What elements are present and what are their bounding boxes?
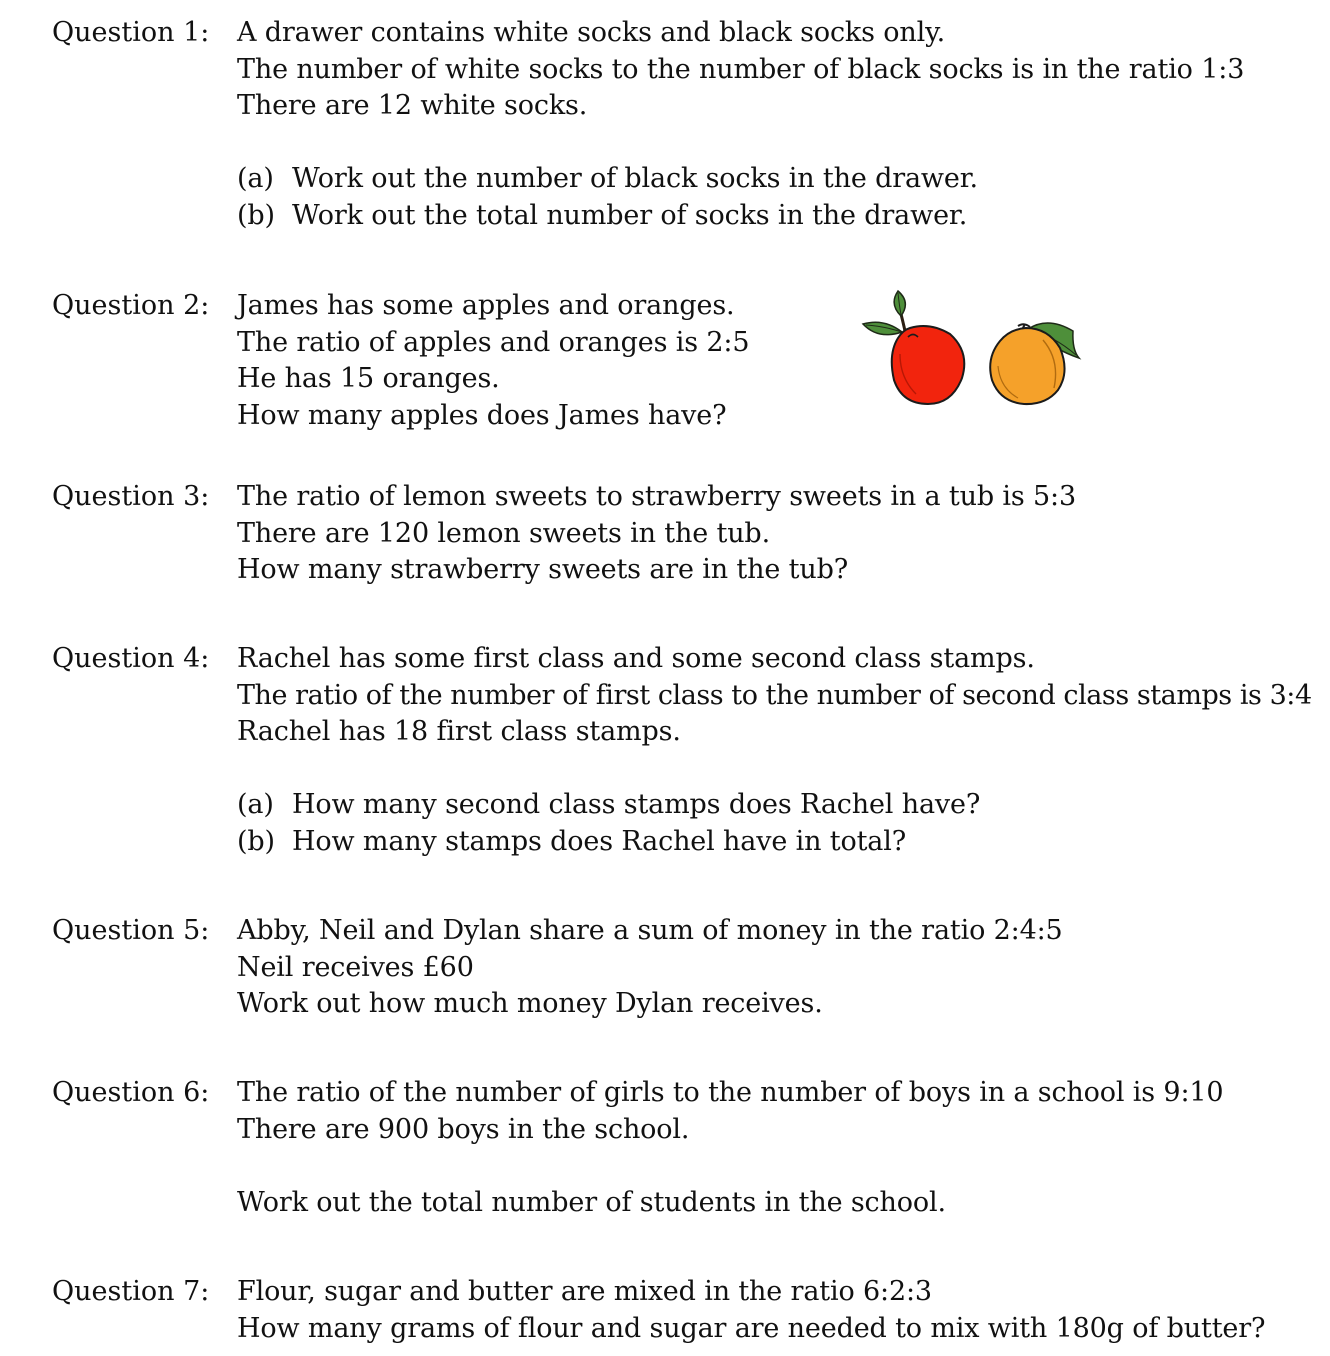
question-7-line-2: How many grams of flour and sugar are needed to mix with 180g of butter?: [237, 1312, 1266, 1344]
question-2-line-3: He has 15 oranges.: [237, 363, 500, 394]
question-5-line-1: Abby, Neil and Dylan share a sum of money in the ratio 2:4:5: [237, 915, 1063, 946]
question-6-line-2: There are 900 boys in the school.: [237, 1113, 690, 1145]
question-2-line-1: James has some apples and oranges.: [237, 290, 735, 321]
question-2-line-4: How many apples does James have?: [237, 399, 727, 431]
apple-icon: [863, 291, 964, 404]
question-4-part-a: [237, 787, 1312, 824]
question-6-label: Question 6:: [52, 1077, 210, 1108]
question-1-line-3: There are 12 white socks.: [237, 90, 588, 121]
orange-icon: [990, 323, 1079, 404]
question-1-body: [237, 15, 1244, 234]
question-2-body: [237, 288, 749, 434]
part-text: How many second class stamps does Rachel have?: [292, 789, 981, 820]
part-text: How many stamps does Rachel have in total?: [292, 825, 907, 857]
question-4-part-b: [237, 824, 1312, 861]
question-1-part-a: [237, 161, 1244, 198]
part-tag: (a): [237, 789, 274, 820]
question-5-line-2: Neil receives £60: [237, 951, 474, 983]
question-5-label: Question 5:: [52, 915, 210, 946]
question-7-line-1: Flour, sugar and butter are mixed in the ratio 6:2:3: [237, 1276, 932, 1307]
question-6-line-3: Work out the total number of students in the school.: [237, 1186, 946, 1218]
question-4-line-3: Rachel has 18 first class stamps.: [237, 716, 681, 747]
question-1-line-2: The number of white socks to the number of black socks is in the ratio 1:3: [237, 53, 1245, 85]
question-5-line-3: Work out how much money Dylan receives.: [237, 988, 823, 1019]
question-4-label: Question 4:: [52, 643, 210, 674]
question-4-body: [237, 641, 1312, 860]
question-4-line-1: Rachel has some first class and some second class stamps.: [237, 643, 1035, 674]
question-2-line-2: The ratio of apples and oranges is 2:5: [237, 326, 750, 358]
part-text: Work out the total number of socks in the drawer.: [292, 199, 968, 231]
part-tag: (b): [237, 825, 275, 857]
question-3-label: Question 3:: [52, 481, 210, 512]
part-tag: (b): [237, 199, 275, 231]
question-1-part-b: [237, 198, 1244, 235]
apple-orange-illustration: [858, 288, 1083, 410]
question-5-body: [237, 913, 1063, 1023]
part-tag: (a): [237, 163, 274, 194]
question-2-label: Question 2:: [52, 290, 210, 321]
question-4-line-2: The ratio of the number of first class to the number of second class stamps is 3:4: [237, 679, 1312, 711]
question-3-line-3: How many strawberry sweets are in the tub?: [237, 554, 849, 585]
question-1-line-1: A drawer contains white socks and black socks only.: [237, 17, 946, 48]
question-6-line-1: The ratio of the number of girls to the number of boys in a school is 9:10: [237, 1077, 1224, 1108]
question-3-line-1: The ratio of lemon sweets to strawberry sweets in a tub is 5:3: [237, 481, 1077, 512]
question-3-body: [237, 479, 1076, 589]
question-1-label: Question 1:: [52, 17, 210, 48]
question-7-label: Question 7:: [52, 1276, 210, 1307]
question-6-body: [237, 1075, 1223, 1221]
question-7-body: [237, 1274, 1265, 1347]
part-text: Work out the number of black socks in the drawer.: [292, 163, 978, 194]
question-3-line-2: There are 120 lemon sweets in the tub.: [237, 517, 770, 549]
